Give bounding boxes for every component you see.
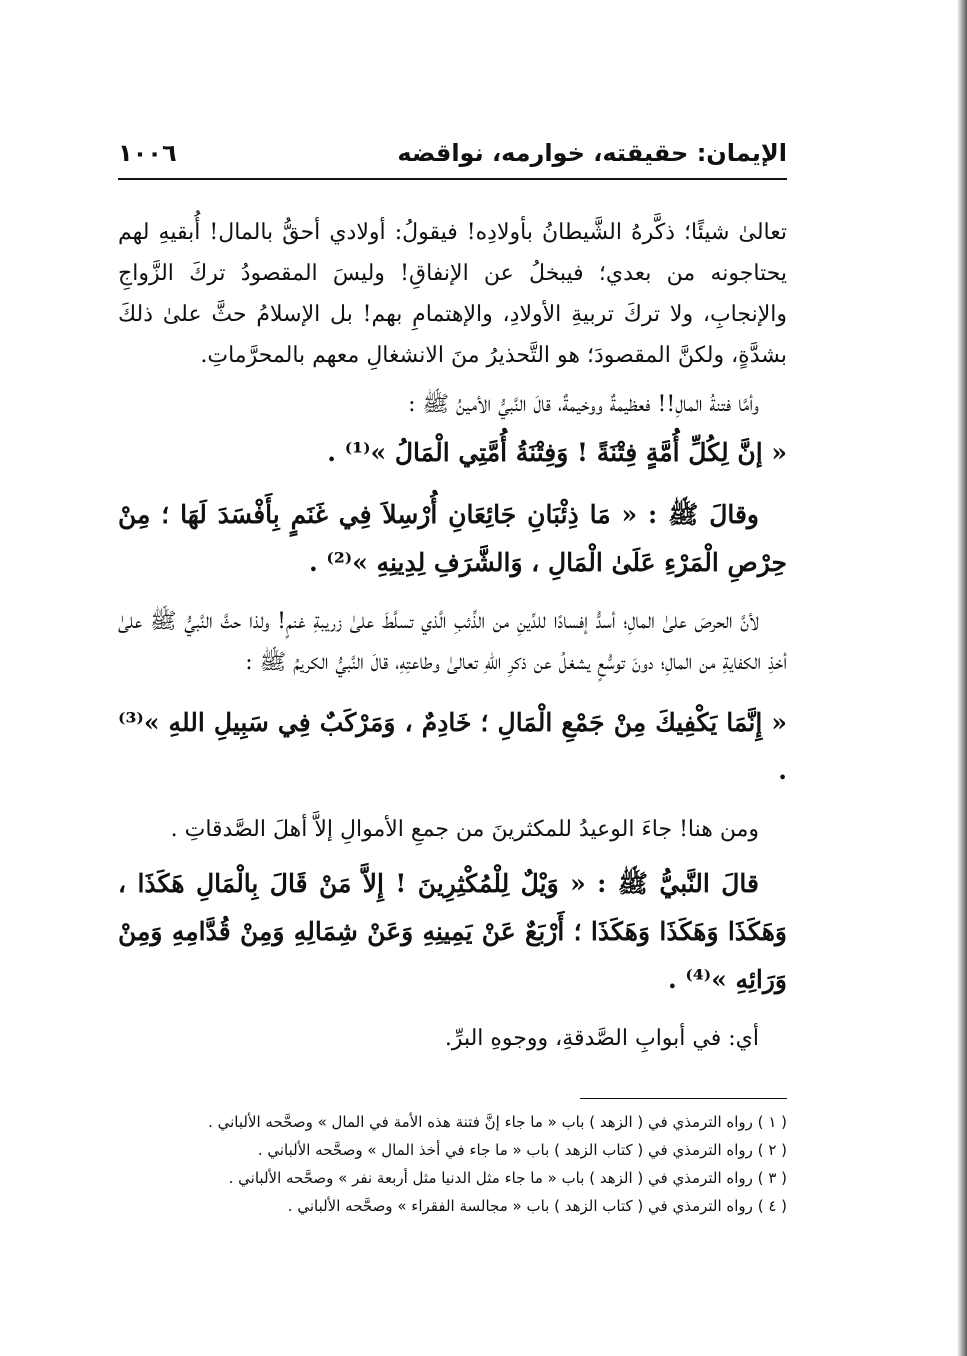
paragraph: ومن هنا! جاءَ الوعيدُ للمكثرينَ من جمعِ الأموالِ إلاَّ أهلَ الصَّدقاتِ . (170, 817, 759, 842)
page-edge-shadow (957, 0, 967, 1356)
header-divider (118, 178, 787, 180)
paragraph: أي: في أبوابِ الصَّدقةِ، ووجوهِ البرِّ. (444, 1026, 759, 1051)
hadith-quote: قالَ النَّبيُّ ﷺ : « وَيْلٌ لِلْمُكْثِرِينَ ! إِلاَّ مَنْ قَالَ بِالْمَالِ هَكَذَا ، وَهَكَذَا وَهَكَذَا وَهَكَذَا ؛ أَرْبَعٌ عَنْ يَمِينِهِ وَعَنْ شِمَالِهِ وَمِنْ قُدَّامِهِ وَمِنْ وَرَائِهِ »⁽⁴⁾ . (118, 869, 787, 994)
running-header (118, 135, 787, 175)
footnotes (150, 1108, 787, 1220)
paragraph: لأنَّ الحرصَ علىٰ المالِ؛ أسدُّ إفسادًا للدِّينِ من الذِّئبِ الَّذي تسلَّطَ علىٰ زريبةِ غنمٍ! ولذا حثَّ النَّبيُّ ﷺ علىٰ أخذِ الكفايةِ من المالِ؛ دونَ توسُّعٍ يشغلُ عن ذكرِ اللهِ تعالىٰ وطاعتِهِ، قالَ النَّبيُّ الكريمُ ﷺ : (118, 609, 787, 675)
main-text (118, 212, 787, 1073)
paragraph: وأمَّا فتنةُ المالِ!! فعظيمةٌ ووخيمةٌ، قالَ النَّبيُّ الأمينُ ﷺ : (408, 392, 759, 417)
paragraph: تعالىٰ شيئًا؛ ذكَّرهُ الشَّيطانُ بأولادِه! فيقولُ: أولادي أحقُّ بالمال! أُبقيهِ لهم يحتاجونه من بعدي؛ فيبخلُ عن الإنفاقِ! وليسَ المقصودُ تركَ الزَّواجِ والإنجابِ، ولا تركَ تربيةِ الأولادِ، والإهتمامِ بهم! بل الإسلامُ حثَّ علىٰ ذلكَ بشدَّةٍ، ولكنَّ المقصودَ؛ هو التَّحذيرُ منَ الانشغالِ معهم بالمحرَّماتِ. (118, 220, 787, 368)
hadith-quote: « إِنَّمَا يَكْفِيكَ مِنْ جَمْعِ الْمَالِ ؛ خَادِمٌ ، وَمَرْكَبٌ فِي سَبِيلِ اللهِ »⁽³⁾ . (118, 708, 787, 785)
hadith-quote: « إنَّ لِكُلِّ أُمَّةٍ فِتْنَةً ! وَفِتْنَةُ أُمَّتِي الْمَالُ »⁽¹⁾ . (327, 438, 787, 467)
footnote-divider (580, 1098, 787, 1099)
footnote: ( ٣ ) رواه الترمذي في ( الزهد ) باب « ما جاء مثل الدنيا مثل أربعة نفر » وصحَّحه الألباني . (228, 1169, 787, 1187)
hadith-quote: وقالَ ﷺ : « مَا ذِئْبَانِ جَائِعَانِ أُرْسِلاَ فِي غَنَمٍ بِأَفْسَدَ لَهَا ؛ مِنْ حِرْصِ الْمَرْءِ عَلَىٰ الْمَالِ ، وَالشَّرَفِ لِدِينِهِ »⁽²⁾ . (118, 500, 787, 577)
footnote: ( ٢ ) رواه الترمذي في ( كتاب الزهد ) باب « ما جاء في أخذ المال » وصحَّحه الألباني . (257, 1141, 787, 1159)
footnote: ( ١ ) رواه الترمذي في ( الزهد ) باب « ما جاء إنَّ فتنة هذه الأمة في المال » وصحَّحه الألباني . (208, 1113, 787, 1131)
page-number: ١٠٠٦ (118, 139, 177, 167)
book-title: الإيمان: حقيقته، خوارمه، نواقضه (397, 139, 787, 167)
footnote: ( ٤ ) رواه الترمذي في ( كتاب الزهد ) باب « مجالسة الفقراء » وصحَّحه الألباني . (287, 1197, 787, 1215)
